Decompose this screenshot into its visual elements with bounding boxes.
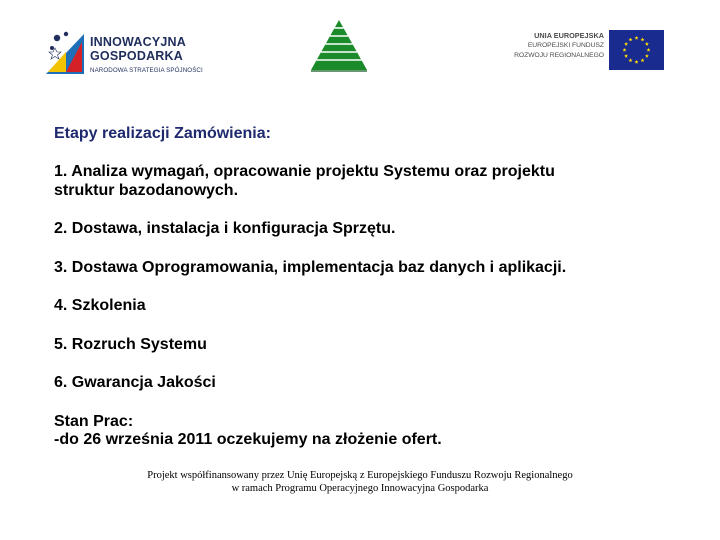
footer-line-2: w ramach Programu Operacyjnego Innowacyjna Gospodarka xyxy=(231,482,489,494)
cofinancing-footer xyxy=(120,470,600,495)
stage-item-line: struktur bazodanowych. xyxy=(54,181,239,199)
spacer xyxy=(54,393,674,413)
stage-item-4 xyxy=(54,297,674,316)
work-status xyxy=(54,413,674,450)
eu-line-rozwoju: ROZWOJU REGIONALNEGO xyxy=(514,52,604,59)
spacer xyxy=(54,354,674,374)
stage-item-5 xyxy=(54,336,674,355)
stage-item-2 xyxy=(54,220,674,239)
stage-item-line: 3. Dostawa Oprogramowania, implementacja baz danych i aplikacji. xyxy=(54,258,567,276)
work-status-text: -do 26 września 2011 oczekujemy na złożenie ofert. xyxy=(54,431,442,448)
stage-item-line: 1. Analiza wymagań, opracowanie projektu Systemu oraz projektu xyxy=(54,163,555,180)
stage-item-line: 6. Gwarancja Jakości xyxy=(54,374,216,391)
logo-line-innowacyjna: INNOWACYJNA xyxy=(90,35,186,49)
stage-item-line: 2. Dostawa, instalacja i konfiguracja Sprzętu. xyxy=(54,220,396,237)
section-heading: Etapy realizacji Zamówienia: xyxy=(54,125,271,142)
stage-item-1 xyxy=(54,163,674,200)
eu-line-fundusz: EUROPEJSKI FUNDUSZ xyxy=(527,42,604,49)
spacer xyxy=(54,144,674,163)
stage-item-line: 5. Rozruch Systemu xyxy=(54,335,207,353)
spacer xyxy=(54,316,674,336)
main-content xyxy=(54,124,674,450)
spacer xyxy=(54,277,674,297)
logo-line-strategia: NARODOWA STRATEGIA SPÓJNOŚCI xyxy=(90,67,203,74)
innowacyjna-gospodarka-emblem-icon xyxy=(44,28,86,76)
spacer xyxy=(54,200,674,220)
pyramid-icon xyxy=(305,18,373,72)
spacer xyxy=(54,239,674,259)
pyramid-logo xyxy=(305,18,373,80)
stage-item-line: 4. Szkolenia xyxy=(54,297,146,314)
eu-line-unia: UNIA EUROPEJSKA xyxy=(534,31,604,40)
innowacyjna-gospodarka-logo xyxy=(44,26,214,78)
footer-line-1: Projekt współfinansowany przez Unię Europejską z Europejskiego Funduszu Rozwoju Regionalnego xyxy=(147,470,573,481)
stage-item-3 xyxy=(54,259,674,278)
eu-wordmark xyxy=(494,31,604,61)
stage-item-6 xyxy=(54,374,674,393)
work-status-label: Stan Prac: xyxy=(54,412,134,430)
eu-flag-icon xyxy=(609,30,664,70)
logo-line-gospodarka: GOSPODARKA xyxy=(90,49,183,63)
innowacyjna-gospodarka-wordmark xyxy=(90,35,203,74)
eu-logo xyxy=(494,30,666,72)
